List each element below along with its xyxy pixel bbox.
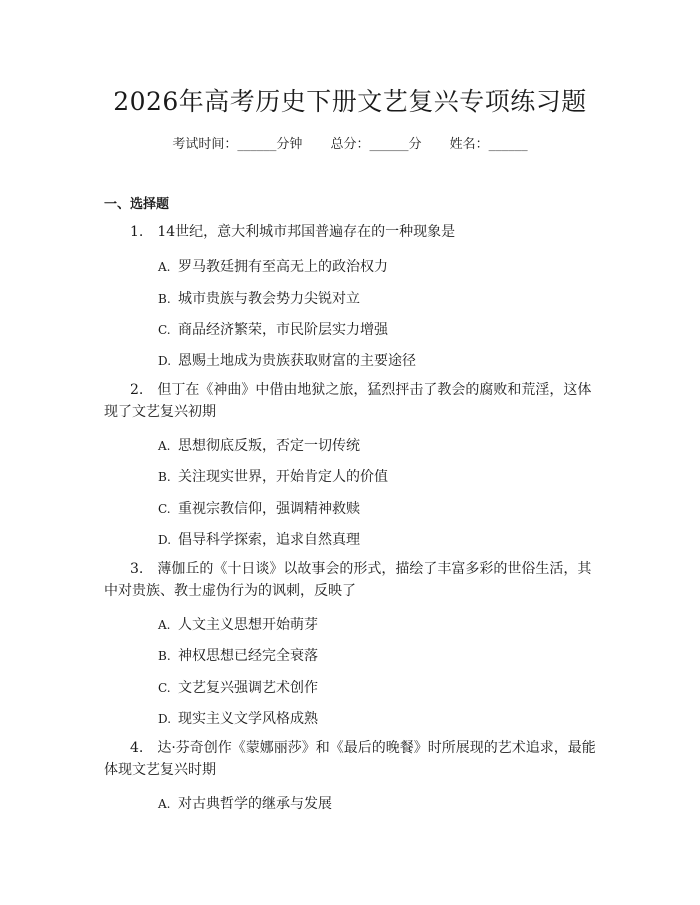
option-2b	[158, 466, 388, 486]
option-letter: A.	[158, 439, 171, 453]
question-4	[104, 737, 600, 781]
option-text: 文艺复兴强调艺术创作	[178, 680, 318, 696]
option-3d	[158, 708, 318, 728]
option-3b	[158, 645, 318, 665]
question-2	[104, 379, 600, 423]
page-title: 2026年高考历史下册文艺复兴专项练习题	[113, 87, 587, 116]
option-1b	[158, 288, 360, 308]
option-letter: D.	[158, 533, 172, 547]
option-letter: B.	[158, 292, 171, 306]
question-1	[104, 221, 600, 243]
option-text: 神权思想已经完全衰落	[178, 648, 318, 664]
option-letter: A.	[158, 260, 171, 274]
section-heading: 一、选择题	[104, 197, 170, 212]
option-1a	[158, 256, 388, 276]
question-text: 但丁在《神曲》中借由地狱之旅，猛烈抨击了教会的腐败和荒淫，这体现了文艺复兴初期	[104, 382, 592, 420]
option-4a	[158, 793, 332, 813]
question-text: 达·芬奇创作《蒙娜丽莎》和《最后的晚餐》时所展现的艺术追求，最能体现文艺复兴时期	[104, 740, 596, 778]
option-letter: A.	[158, 618, 171, 632]
student-name-field: 姓名：______	[449, 137, 528, 152]
question-text: 薄伽丘的《十日谈》以故事会的形式，描绘了丰富多彩的世俗生活，其中对贵族、教士虚伪行为的讽刺，反映了	[104, 561, 592, 599]
exam-info	[0, 133, 700, 152]
option-text: 重视宗教信仰，强调精神救赎	[178, 501, 360, 517]
question-number: 2.	[130, 382, 144, 398]
question-number: 4.	[130, 740, 144, 756]
option-letter: C.	[158, 681, 171, 695]
option-letter: A.	[158, 797, 171, 811]
option-letter: C.	[158, 323, 171, 337]
option-text: 思想彻底反叛，否定一切传统	[178, 438, 360, 454]
option-text: 人文主义思想开始萌芽	[178, 617, 318, 633]
option-2a	[158, 435, 360, 455]
option-text: 倡导科学探索，追求自然真理	[178, 532, 360, 548]
option-3a	[158, 614, 318, 634]
option-letter: C.	[158, 502, 171, 516]
option-letter: D.	[158, 354, 172, 368]
exam-time-field: 考试时间：______分钟	[172, 137, 303, 152]
option-text: 商品经济繁荣，市民阶层实力增强	[178, 322, 388, 338]
option-1d	[158, 350, 416, 370]
option-2c	[158, 498, 360, 518]
option-letter: B.	[158, 470, 171, 484]
question-number: 1.	[130, 224, 144, 240]
option-text: 恩赐土地成为贵族获取财富的主要途径	[178, 353, 416, 369]
total-score-field: 总分：______分	[330, 137, 422, 152]
question-text: 14世纪，意大利城市邦国普遍存在的一种现象是	[157, 224, 456, 240]
option-3c	[158, 677, 318, 697]
option-1c	[158, 319, 388, 339]
option-letter: D.	[158, 712, 172, 726]
question-3	[104, 558, 600, 602]
option-letter: B.	[158, 649, 171, 663]
option-text: 关注现实世界，开始肯定人的价值	[178, 469, 388, 485]
option-text: 罗马教廷拥有至高无上的政治权力	[178, 259, 388, 275]
option-2d	[158, 529, 360, 549]
option-text: 对古典哲学的继承与发展	[178, 796, 332, 812]
option-text: 城市贵族与教会势力尖锐对立	[178, 291, 360, 307]
question-number: 3.	[130, 561, 144, 577]
option-text: 现实主义文学风格成熟	[178, 711, 318, 727]
